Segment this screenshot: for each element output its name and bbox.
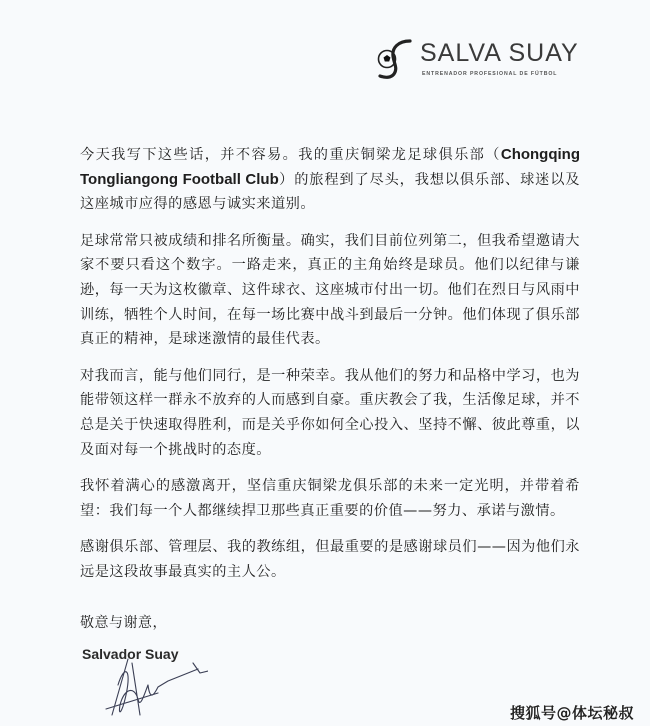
handwritten-signature-icon	[98, 655, 208, 725]
brand-name: SALVA SUAY	[420, 39, 579, 67]
club-english-name: Chongqing Tongliangong Football Club	[80, 146, 580, 188]
brand-tagline: ENTRENADOR PROFESIONAL DE FÚTBOL	[422, 71, 558, 77]
watermark: 搜狐号@体坛秘叔	[509, 704, 634, 722]
closing-line: 敬意与谢意，	[80, 615, 167, 631]
paragraph-honor: 对我而言，能与他们同行，是一种荣幸。我从他们的努力和品格中学习，也为能带领这样一群永不放弃的人而感到自豪。重庆教会了我，生活像足球，并不总是关于快速取得胜利，而是关乎你如何全心投入、坚持不懈、彼此尊重，以及面对每一个挑战时的态度。	[80, 367, 580, 458]
letterhead	[376, 38, 626, 86]
paragraph-intro	[80, 143, 580, 217]
paragraph-future: 我怀着满心的感激离开，坚信重庆铜梁龙俱乐部的未来一定光明，并带着希望：我们每一个人都继续捍卫那些真正重要的价值——努力、承诺与激情。	[80, 478, 580, 519]
paragraph-players: 足球常常只被成绩和排名所衡量。确实，我们目前位列第二，但我希望邀请大家不要只看这个数字。一路走来，真正的主角始终是球员。他们以纪律与谦逊，每一天为这枚徽章、这件球衣、这座城市付出一切。他们在烈日与风雨中训练，牺牲个人时间，在每一场比赛中战斗到最后一分钟。他们体现了俱乐部真正的精神，是球迷激情的最佳代表。	[80, 232, 580, 348]
signer-name: Salvador Suay	[82, 646, 179, 662]
paragraph-intro-text-a: 今天我写下这些话，并不容易。我的重庆铜梁龙足球俱乐部（	[80, 147, 501, 163]
paragraph-thanks: 感谢俱乐部、管理层、我的教练组，但最重要的是感谢球员们——因为他们永远是这段故事最真实的主人公。	[80, 539, 580, 580]
letter-body	[80, 143, 580, 597]
paragraph-intro-text-b: ）的旅程到了尽头，我想以俱乐部、球迷以及这座城市应得的感恩与诚实来道别。	[80, 171, 580, 213]
football-s-logo-icon	[376, 38, 416, 80]
